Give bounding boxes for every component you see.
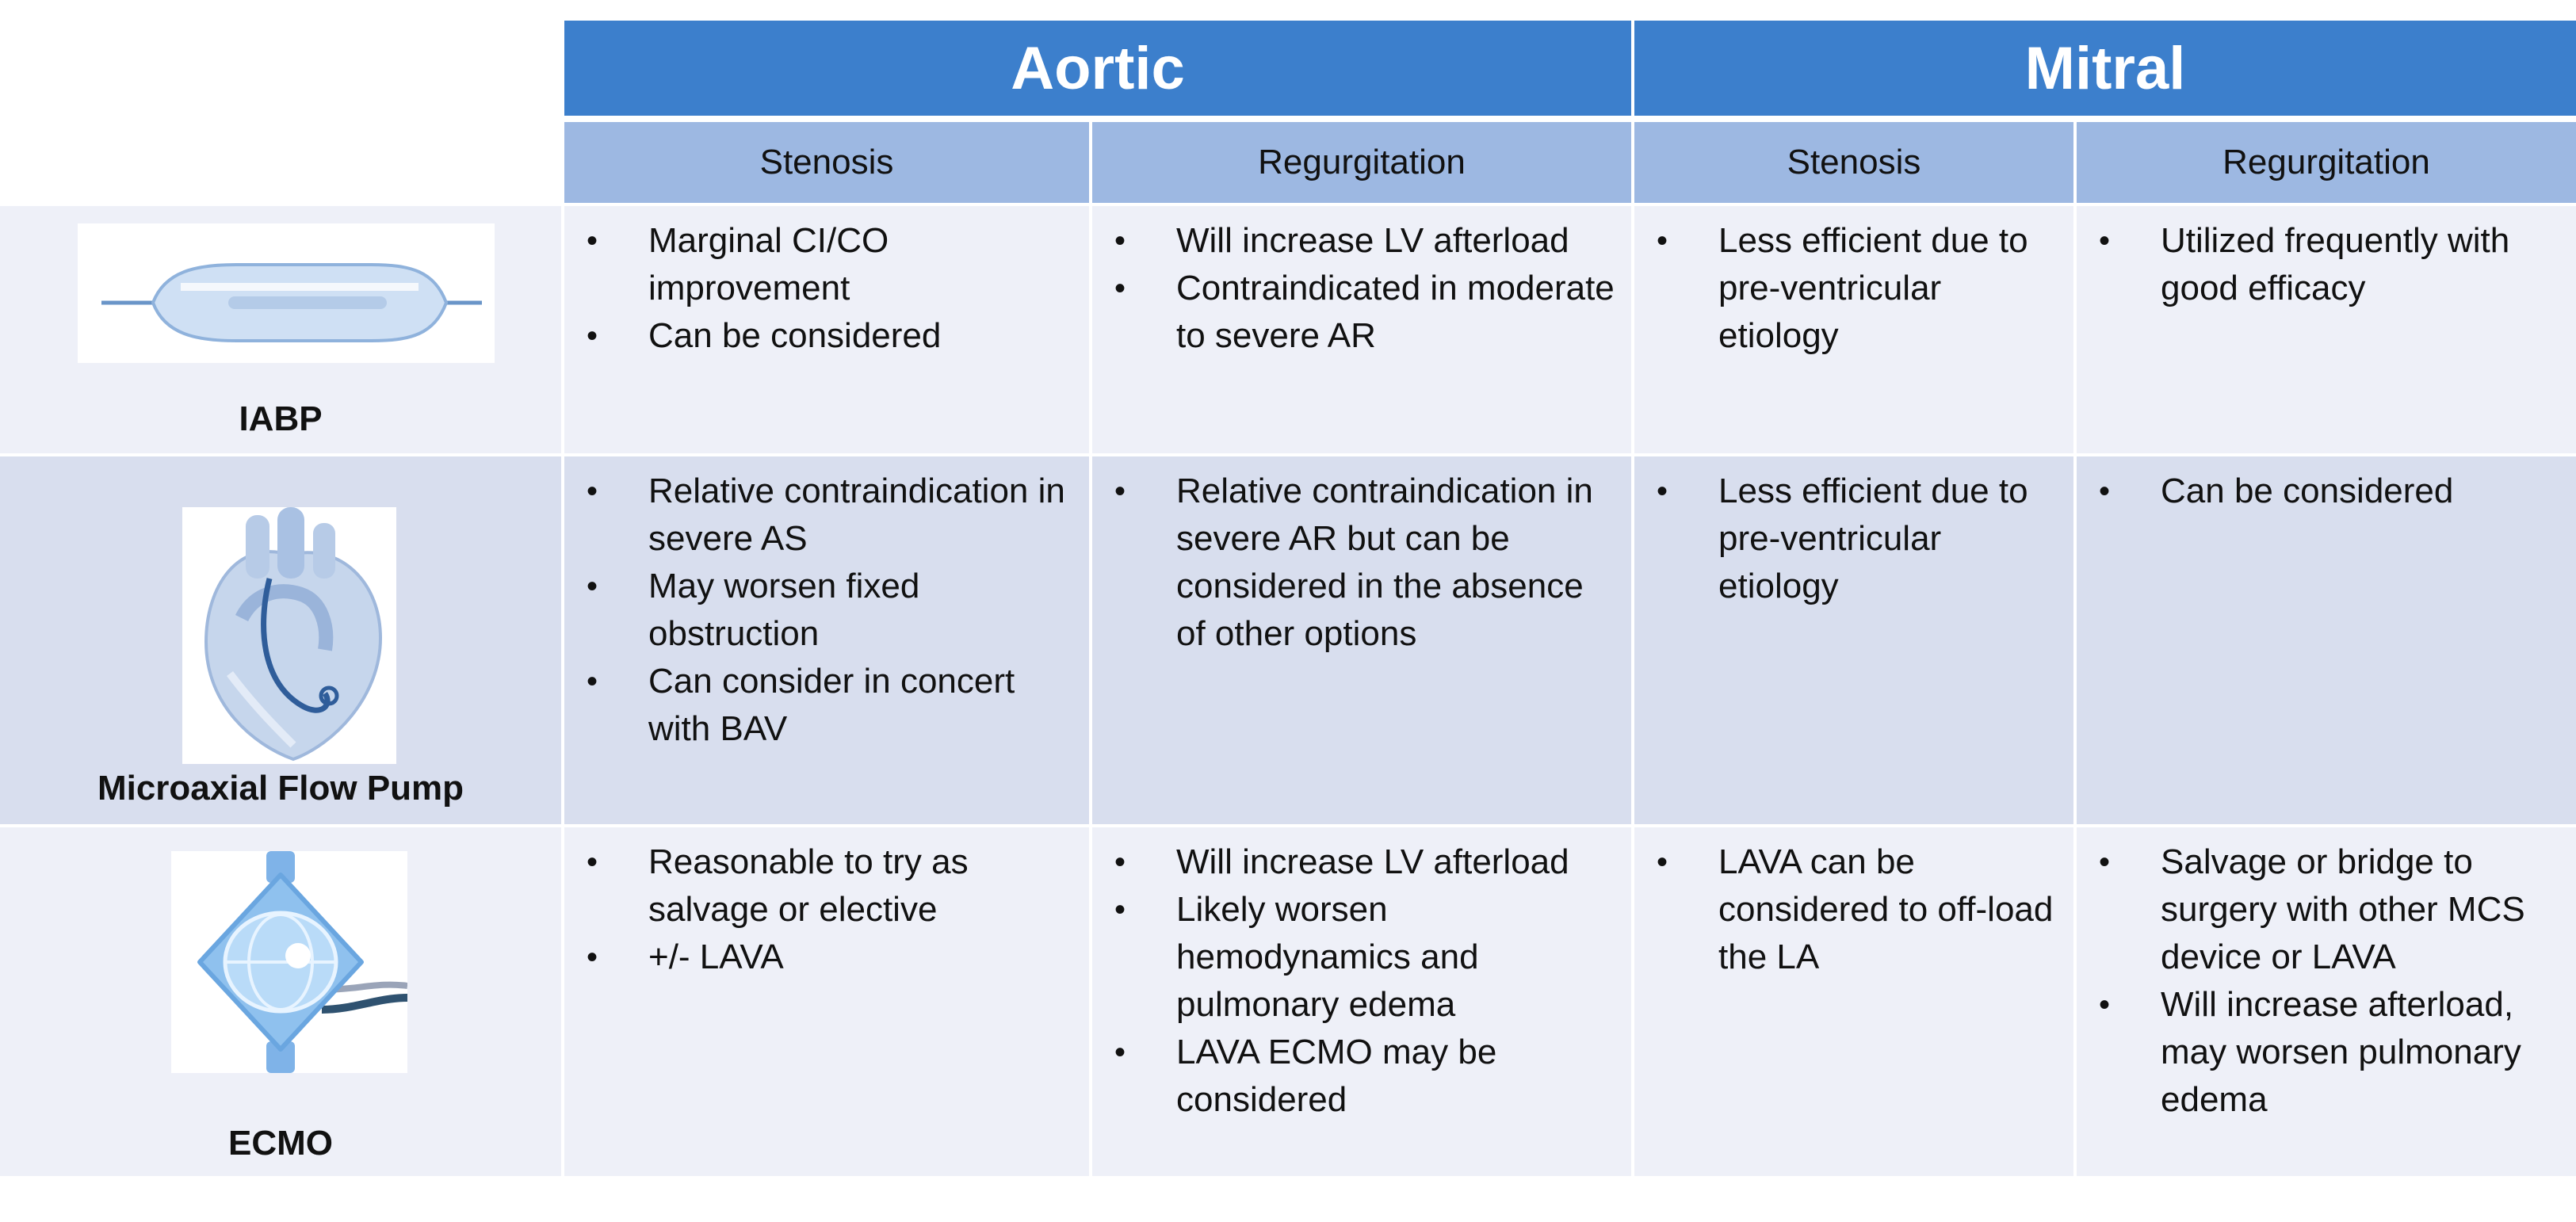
bullet-item: • Will increase LV afterload	[1092, 838, 1631, 886]
header-aortic-label: Aortic	[1011, 34, 1185, 102]
bullet-item: • Relative contraindication in severe AR but can be considered in the absence of other options	[1092, 468, 1631, 658]
device-cell-iabp	[0, 206, 561, 453]
header-mitral-label: Mitral	[2024, 34, 2186, 102]
bullet-item: • Contraindicated in moderate to severe AR	[1092, 265, 1631, 360]
device-cell-microaxial	[0, 456, 561, 824]
subheader-label: Stenosis	[1787, 143, 1921, 181]
ecmo-oxygenator-icon	[171, 851, 407, 1073]
bullet-item: • Can be considered	[2077, 468, 2576, 515]
subheader-aortic-regurgitation	[1092, 122, 1631, 203]
cell-ecmo-aortic-regurgitation	[1092, 827, 1631, 1176]
cell-ecmo-aortic-stenosis	[564, 827, 1089, 1176]
subheader-aortic-stenosis	[564, 122, 1089, 203]
balloon-catheter-icon	[78, 223, 495, 363]
cell-microaxial-aortic-regurgitation	[1092, 456, 1631, 824]
cell-ecmo-mitral-regurgitation	[2077, 827, 2576, 1176]
bullet-item: • +/- LAVA	[564, 934, 1089, 981]
cell-iabp-mitral-stenosis	[1634, 206, 2073, 453]
cell-microaxial-aortic-stenosis	[564, 456, 1089, 824]
cell-microaxial-mitral-stenosis	[1634, 456, 2073, 824]
bullet-item: • LAVA can be considered to off-load the LA	[1634, 838, 2073, 981]
cell-iabp-aortic-stenosis	[564, 206, 1089, 453]
header-mitral	[1634, 21, 2576, 116]
cell-iabp-aortic-regurgitation	[1092, 206, 1631, 453]
bullet-item: • May worsen fixed obstruction	[564, 563, 1089, 658]
bullet-item: • Reasonable to try as salvage or elective	[564, 838, 1089, 934]
heart-pump-icon	[182, 507, 396, 764]
device-cell-ecmo	[0, 827, 561, 1176]
bullet-item: • Will increase afterload, may worsen pulmonary edema	[2077, 981, 2576, 1124]
device-label-microaxial: Microaxial Flow Pump	[97, 769, 464, 808]
header-aortic	[564, 21, 1631, 116]
bullet-item: • Utilized frequently with good efficacy	[2077, 217, 2576, 312]
subheader-label: Regurgitation	[1258, 143, 1466, 181]
bullet-item: • Less efficient due to pre-ventricular etiology	[1634, 468, 2073, 610]
device-label-ecmo: ECMO	[228, 1124, 333, 1163]
bullet-item: • Marginal CI/CO improvement	[564, 217, 1089, 312]
cell-microaxial-mitral-regurgitation	[2077, 456, 2576, 824]
bullet-item: • LAVA ECMO may be considered	[1092, 1029, 1631, 1124]
bullet-item: • Can consider in concert with BAV	[564, 658, 1089, 753]
bullet-item: • Relative contraindication in severe AS	[564, 468, 1089, 563]
subheader-label: Regurgitation	[2222, 143, 2430, 181]
bullet-item: • Likely worsen hemodynamics and pulmonary edema	[1092, 886, 1631, 1029]
bullet-item: • Can be considered	[564, 312, 1089, 360]
subheader-label: Stenosis	[759, 143, 894, 181]
cell-iabp-mitral-regurgitation	[2077, 206, 2576, 453]
subheader-mitral-regurgitation	[2077, 122, 2576, 203]
cell-ecmo-mitral-stenosis	[1634, 827, 2073, 1176]
bullet-item: • Salvage or bridge to surgery with other MCS device or LAVA	[2077, 838, 2576, 981]
bullet-item: • Less efficient due to pre-ventricular etiology	[1634, 217, 2073, 360]
device-label-iabp: IABP	[239, 399, 323, 438]
subheader-mitral-stenosis	[1634, 122, 2073, 203]
bullet-item: • Will increase LV afterload	[1092, 217, 1631, 265]
